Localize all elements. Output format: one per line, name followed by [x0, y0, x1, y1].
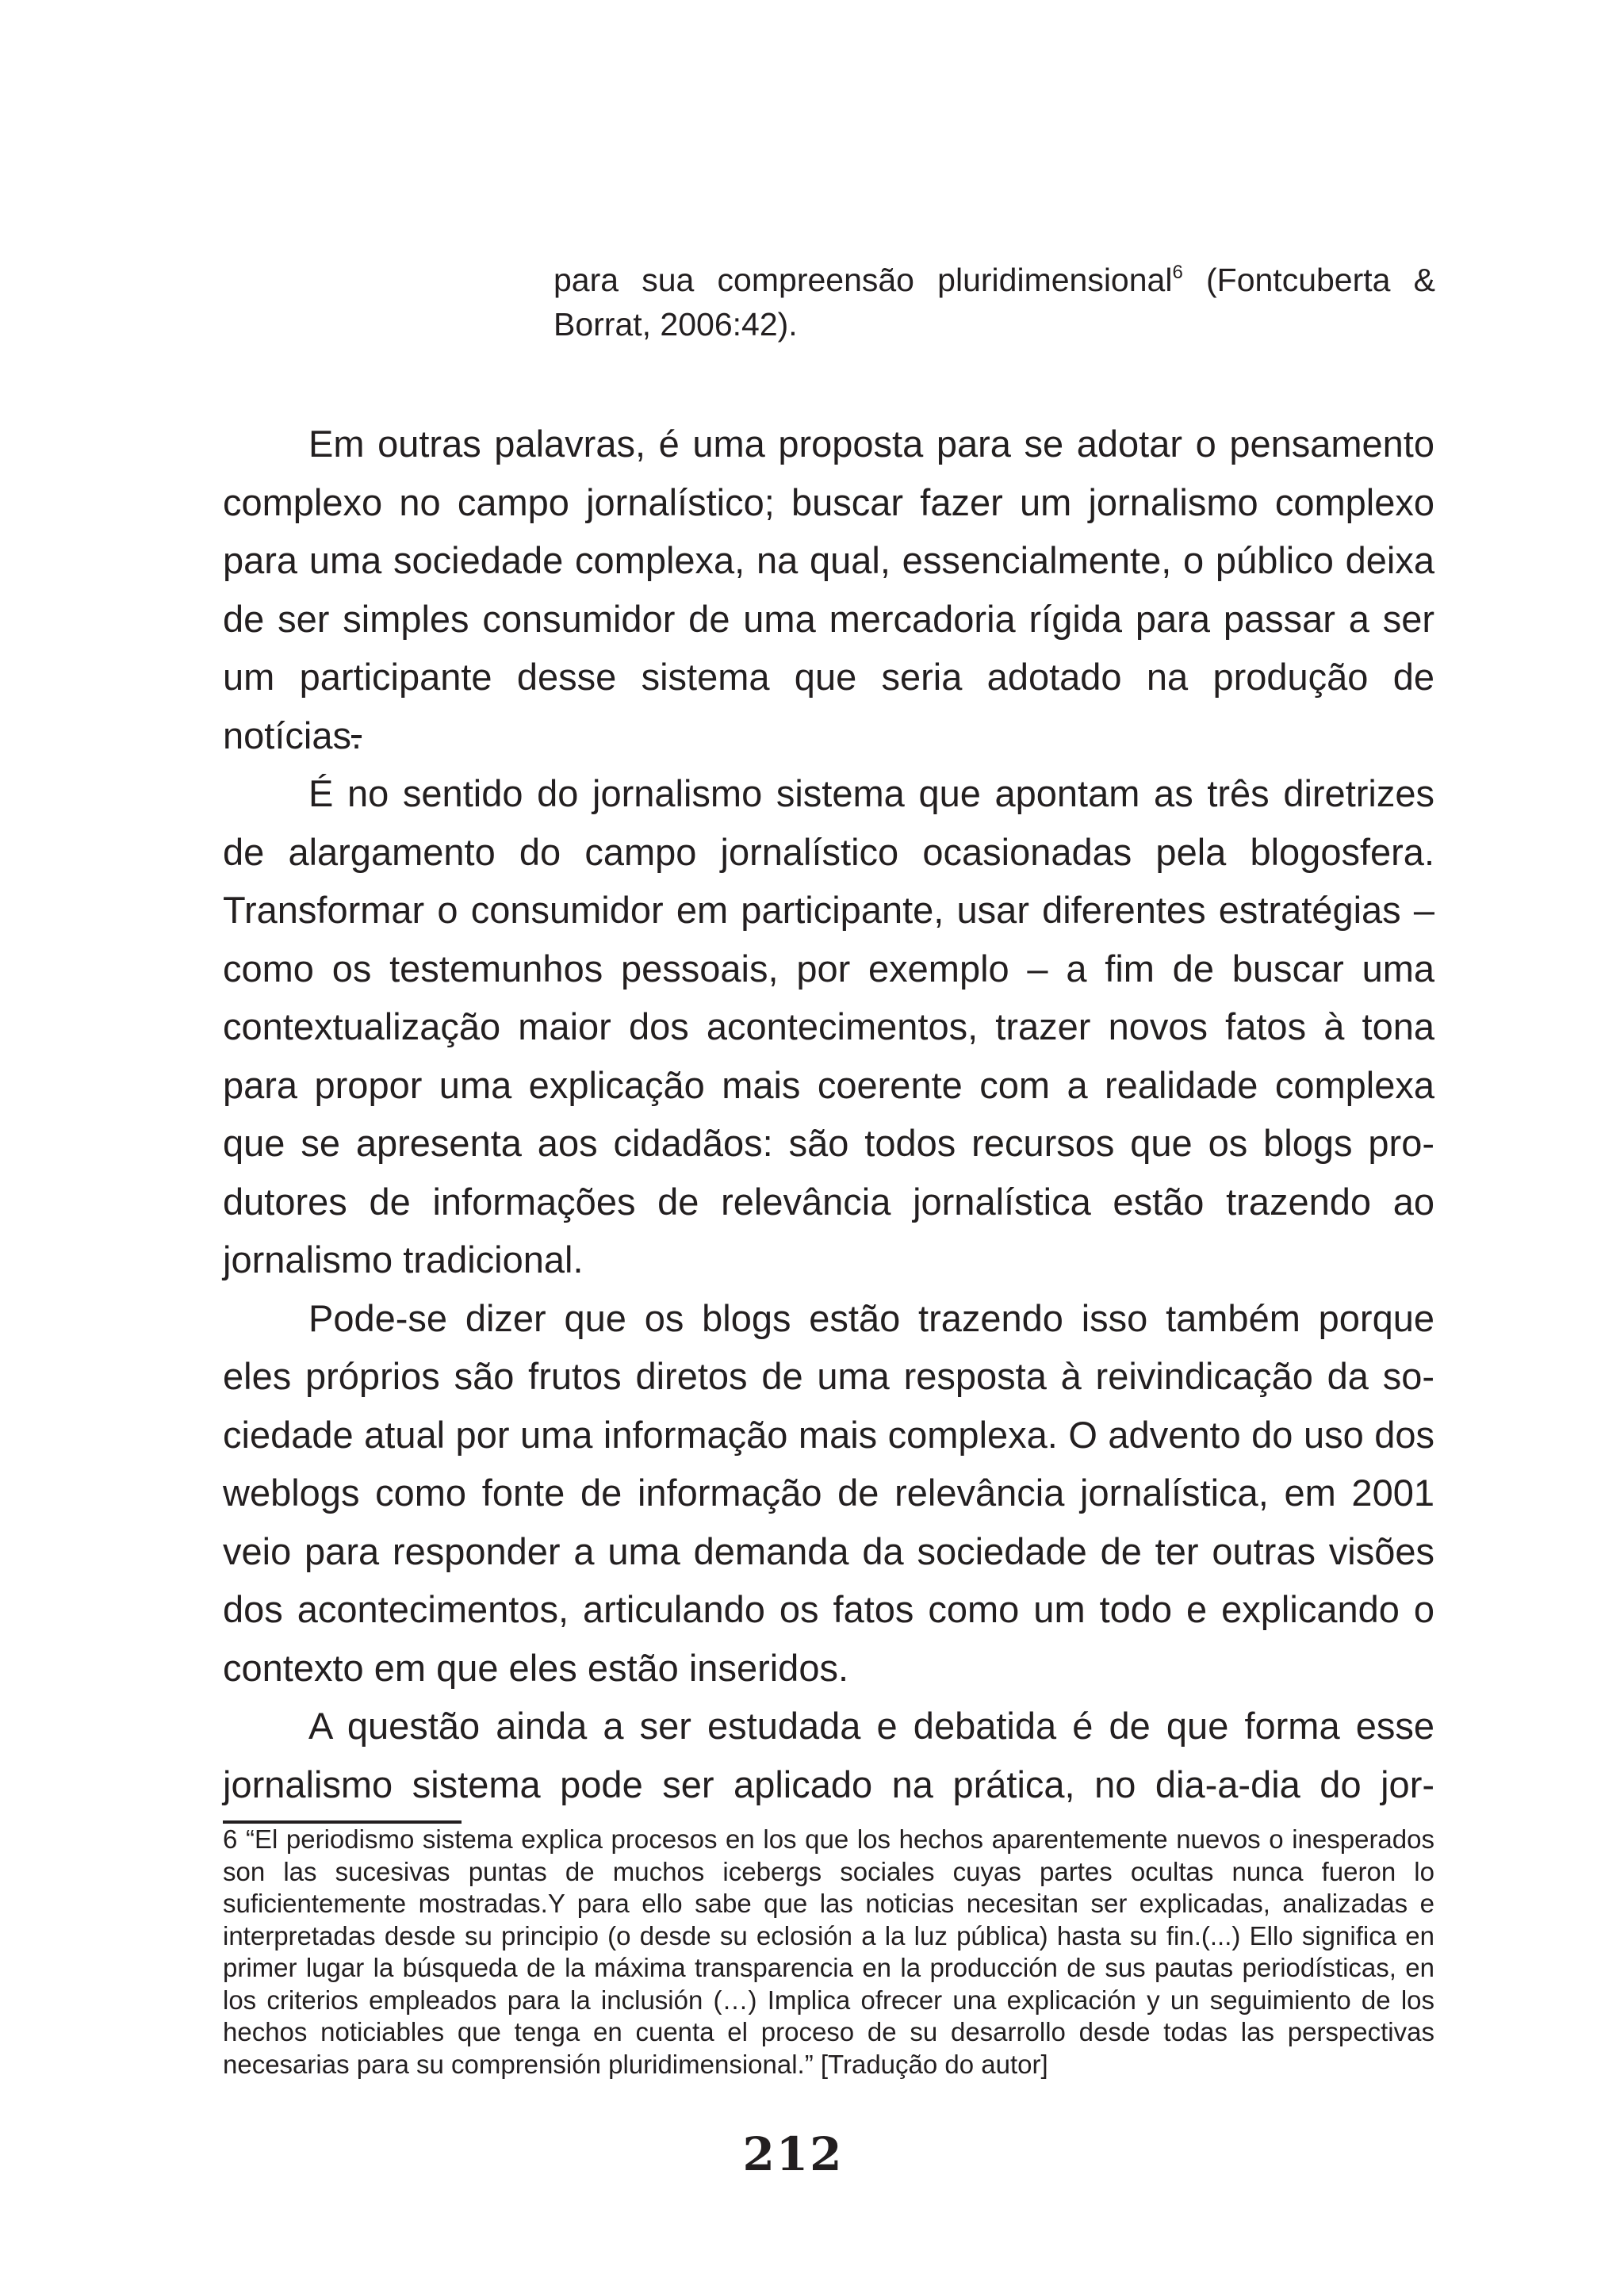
- paragraph-2: É no sentido do jornalismo sistema que apontam as três diretrizes de alargamento do campo jornalístico ocasionadas pela blogosfera. Transformar o consumidor em participante, usar diferentes estratégias – como os testemunhos pessoais, por exemplo – a fim de buscar uma contextualização maior dos acontecimentos, trazer novos fatos à tona para propor uma explicação mais coerente com a realidade complexa que se apresenta aos cidadãos: são todos recursos que os blogs produtores de informações de relevância jornalística estão trazendo ao jornalismo tradicional.: [223, 772, 1434, 1281]
- paragraph-1-text: Em outras palavras, é uma proposta para se adotar o pensamento complexo no campo jornalístico; buscar fazer um jornalismo complexo para uma sociedade complexa, na qual, essencialmente, o público deixa de ser simples consumidor de uma mercadoria rígida para passar a ser um participante desse sistema que seria adotado na produção de notícias: [223, 423, 1434, 756]
- quote-text-after-ref: (Fontcuberta & Borrat, 2006:42).: [553, 262, 1436, 343]
- body-text: [223, 415, 1434, 1813]
- block-quote: [553, 258, 1435, 346]
- footnote-ref-6[interactable]: 6: [1172, 262, 1183, 283]
- paragraph-3: Pode-se dizer que os blogs estão trazendo isso também porque eles próprios são frutos diretos de uma resposta à reivindicação da sociedade atual por uma informação mais complexa. O advento do uso dos weblogs como fonte de informação de relevância jornalística, em 2001 veio para responder a uma demanda da sociedade de ter outras visões dos acontecimentos, articulando os fatos como um todo e explicando o contexto em que eles estão inseridos.: [223, 1296, 1434, 1689]
- paragraph-4: A questão ainda a ser estudada e debatida é de que forma esse jornalismo sistema pode ser aplicado na prática, no dia-a-dia do jor-: [223, 1705, 1434, 1805]
- paragraph-1: [223, 415, 1434, 764]
- page-number: 212: [742, 2127, 844, 2181]
- quote-text-before-ref: para sua compreensão pluridimensional: [553, 262, 1173, 298]
- footnote-6: 6 “El periodismo sistema explica procesos en los que los hechos aparentemente nuevos o inesperados son las sucesivas puntas de muchos icebergs sociales cuyas partes ocultas nunca fueron lo suficientemente mostradas.Y para ello sabe que las noticias necesitan ser explicadas, analizadas e interpretadas desde su principio (o desde su eclosión a la luz pública) hasta su fin.(...) Ello significa en primer lugar la búsqueda de la máxima transparencia en la producción de sus pautas periodísticas, en los criterios empleados para la inclusión (…) Implica ofrecer una explicación y un seguimiento de los hechos noticiables que tenga en cuenta el proceso de su desarrollo desde todas las perspectivas necesarias para su comprensión pluridimensional.” [Tradução do autor]: [223, 1824, 1434, 2079]
- struck-period: .: [350, 714, 362, 756]
